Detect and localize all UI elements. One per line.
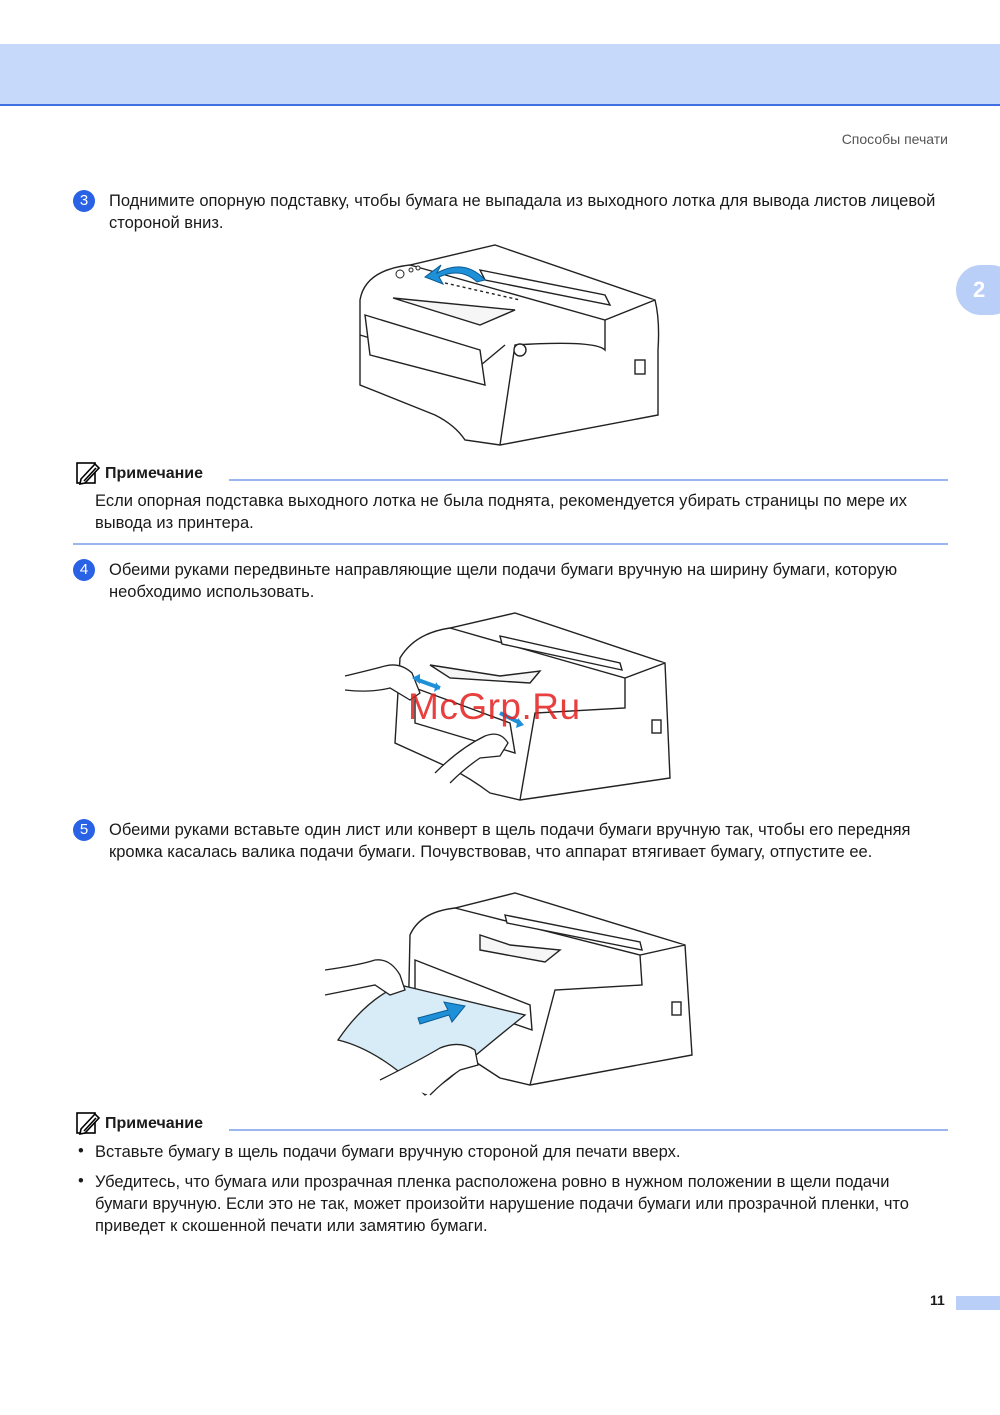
chapter-tab: 2 — [956, 265, 1000, 315]
note-2-rule — [229, 1129, 948, 1131]
step-number-4: 4 — [73, 559, 95, 581]
step-number-5: 5 — [73, 819, 95, 841]
step-number-3: 3 — [73, 190, 95, 212]
step-5-text: Обеими руками вставьте один лист или конверт в щель подачи бумаги вручную так, чтобы его передняя кромка касалась валика подачи бумаги. Почувствовав, что аппарат втягивает бумагу, отпустите ее. — [109, 821, 911, 861]
step-4-text: Обеими руками передвиньте направляющие щели подачи бумаги вручную на ширину бумаги, которую необходимо использовать. — [109, 561, 898, 601]
note-1-text: Если опорная подставка выходного лотка не была поднята, рекомендуется убирать страницы по мере их вывода из принтера. — [95, 492, 907, 532]
note-2-bullet-1: Вставьте бумагу в щель подачи бумаги вручную стороной для печати вверх. — [95, 1143, 681, 1161]
bullet-mark: • — [78, 1142, 84, 1160]
note-pencil-icon — [75, 460, 101, 486]
note-1-label: Примечание — [105, 465, 204, 482]
note-2-bullet-2: Убедитесь, что бумага или прозрачная пленка расположена ровно в нужном положении в щели подачи бумаги вручную. Если это не так, может произойти нарушение подачи бумаги или прозрачной пленки, что приведет к скошенной печати или замятию бумаги. — [95, 1173, 909, 1235]
printer-illustration-insert-paper — [320, 890, 700, 1100]
page-number-bar — [956, 1296, 1000, 1310]
note-pencil-icon — [75, 1110, 101, 1136]
note-1-rule — [229, 479, 948, 481]
note-1-end-rule — [73, 543, 948, 545]
watermark: McGrp.Ru — [408, 686, 581, 727]
step-3-text: Поднимите опорную подставку, чтобы бумага не выпадала из выходного лотка для вывода листов лицевой стороной вниз. — [109, 192, 936, 232]
note-2-label: Примечание — [105, 1115, 204, 1132]
header-band — [0, 44, 1000, 106]
bullet-mark: • — [78, 1172, 84, 1190]
printer-illustration-support-flap — [355, 240, 665, 450]
section-title: Способы печати — [841, 131, 948, 147]
page-number: 11 — [930, 1292, 945, 1308]
